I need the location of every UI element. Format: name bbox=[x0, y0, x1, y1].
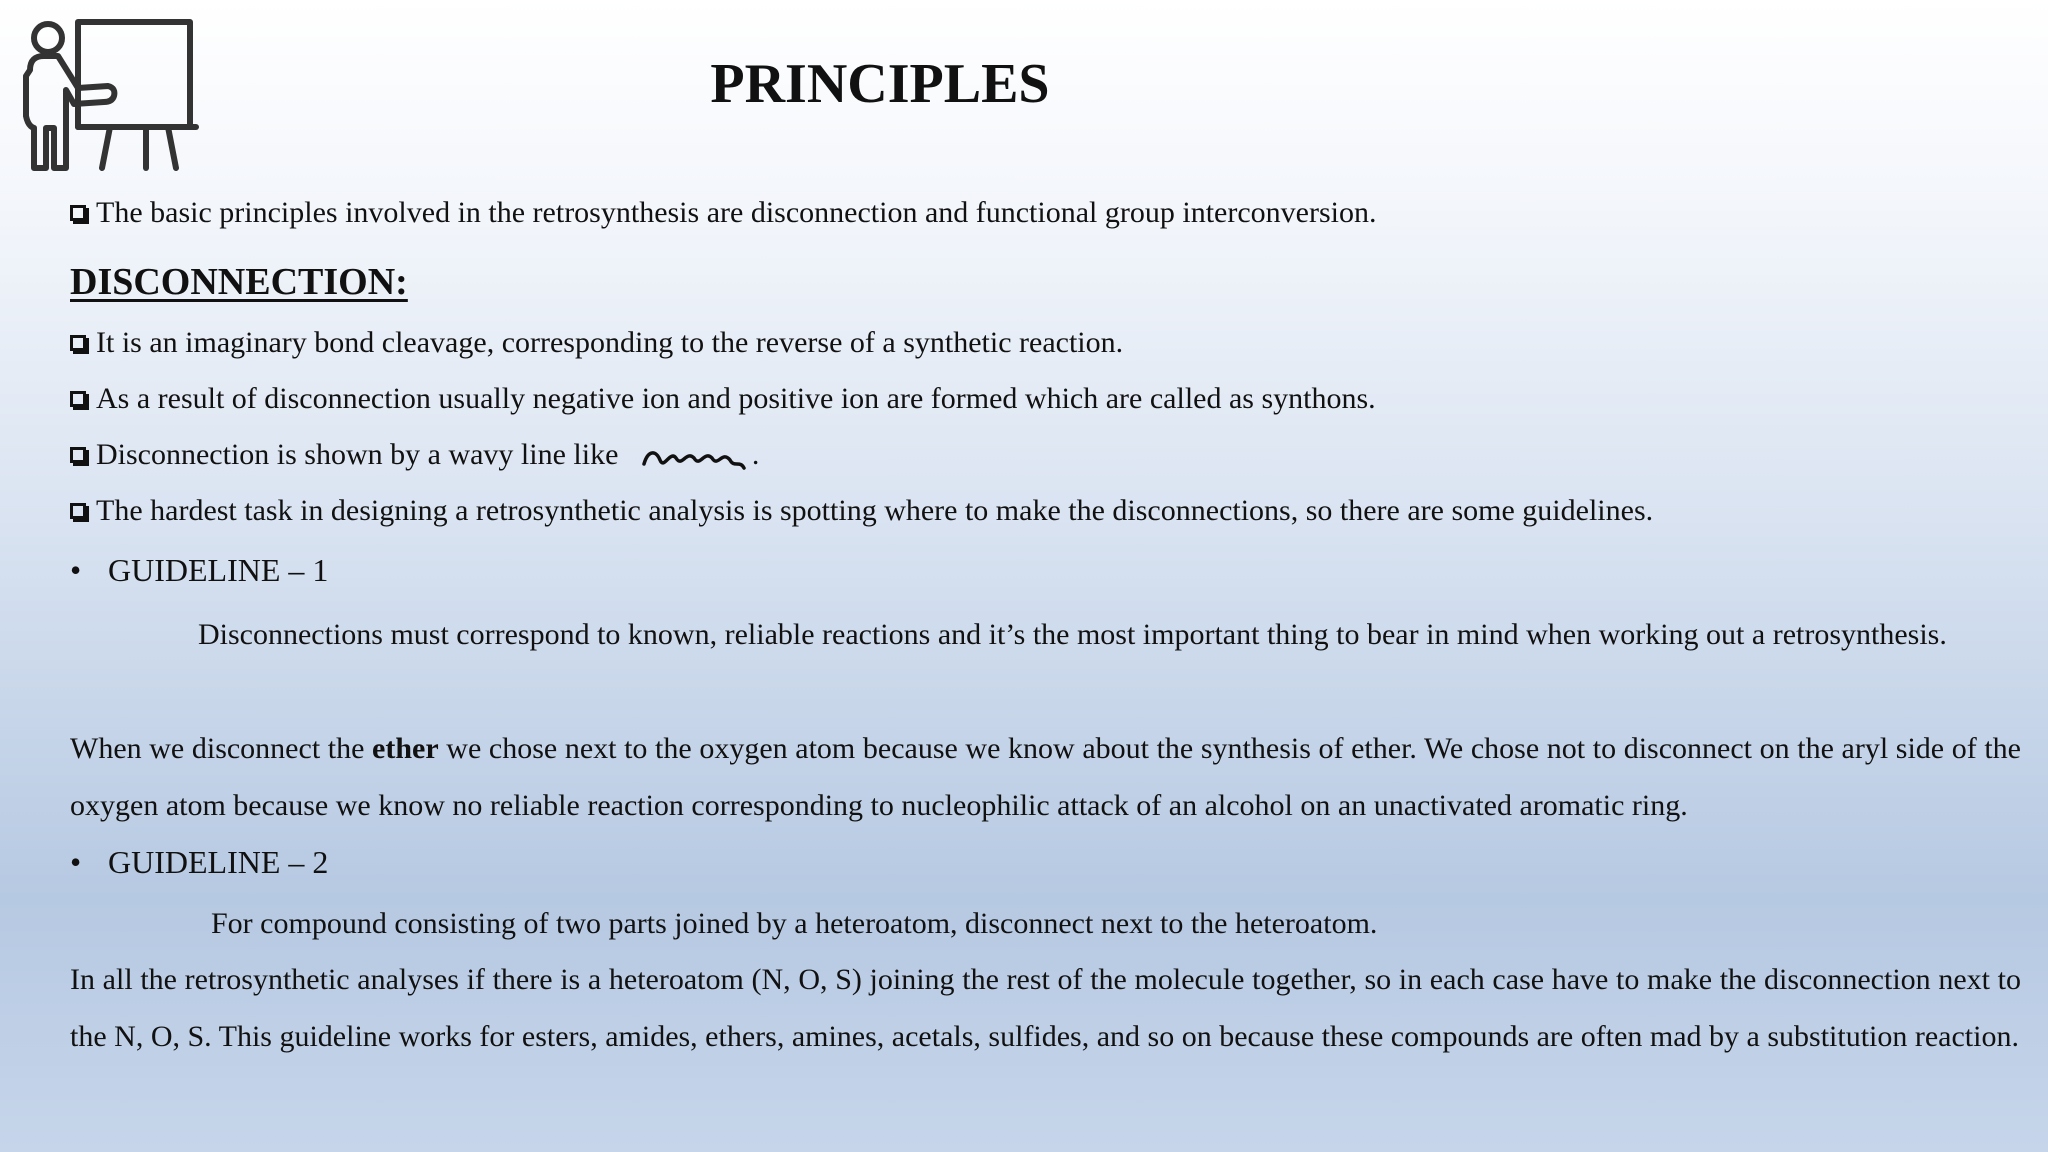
checkbox-bullet-icon bbox=[70, 391, 86, 407]
bullet-dot: • bbox=[70, 844, 82, 880]
guideline-1-paragraph-2: When we disconnect the ether we chose next to the oxygen atom because we know about the synthesis of ether. We chose not to disconnect on the aryl side of the oxygen atom because we know no reliable reaction corresponding to nucleophilic attack of an alcohol on an unactivated aromatic ring. bbox=[70, 732, 2021, 822]
guideline-2-label: • GUIDELINE – 2 bbox=[70, 844, 329, 880]
disconnection-bullet-1: It is an imaginary bond cleavage, corresponding to the reverse of a synthetic reaction. bbox=[70, 326, 1123, 360]
disconnection-bullet-2: As a result of disconnection usually negative ion and positive ion are formed which are called as synthons. bbox=[70, 382, 1376, 416]
guideline-1-paragraph-1: Disconnections must correspond to known, reliable reactions and it’s the most important thing to bear in mind when working out a retrosynthesis. bbox=[198, 618, 1947, 651]
guideline-2-paragraph-2: In all the retrosynthetic analyses if there is a heteroatom (N, O, S) joining the rest of the molecule together, so in each case have to make the disconnection next to the N, O, S. This guideline works for esters, amides, ethers, amines, acetals, sulfides, and so on because these compounds are often mad by a substitution reaction. bbox=[70, 963, 2021, 1053]
page-title: PRINCIPLES bbox=[710, 53, 1050, 115]
checkbox-bullet-icon bbox=[70, 205, 86, 221]
wavy-line-icon bbox=[640, 446, 752, 472]
checkbox-bullet-icon bbox=[70, 503, 86, 519]
guideline-1-label: • GUIDELINE – 1 bbox=[70, 552, 329, 588]
intro-bullet bbox=[70, 196, 1376, 230]
intro-text: The basic principles involved in the retrosynthesis are disconnection and functional group interconversion. bbox=[96, 196, 1377, 229]
checkbox-bullet-icon bbox=[70, 335, 86, 351]
ether-bold: ether bbox=[372, 732, 439, 765]
checkbox-bullet-icon bbox=[70, 447, 86, 463]
disconnection-bullet-3: Disconnection is shown by a wavy line like . bbox=[70, 438, 759, 472]
disconnection-bullet-4: The hardest task in designing a retrosynthetic analysis is spotting where to make the disconnections, so there are some guidelines. bbox=[70, 494, 1653, 528]
bullet-dot: • bbox=[70, 552, 82, 588]
section-heading-disconnection: DISCONNECTION: bbox=[70, 261, 408, 303]
guideline-2-paragraph-1: For compound consisting of two parts joined by a heteroatom, disconnect next to the heteroatom. bbox=[211, 907, 1378, 940]
